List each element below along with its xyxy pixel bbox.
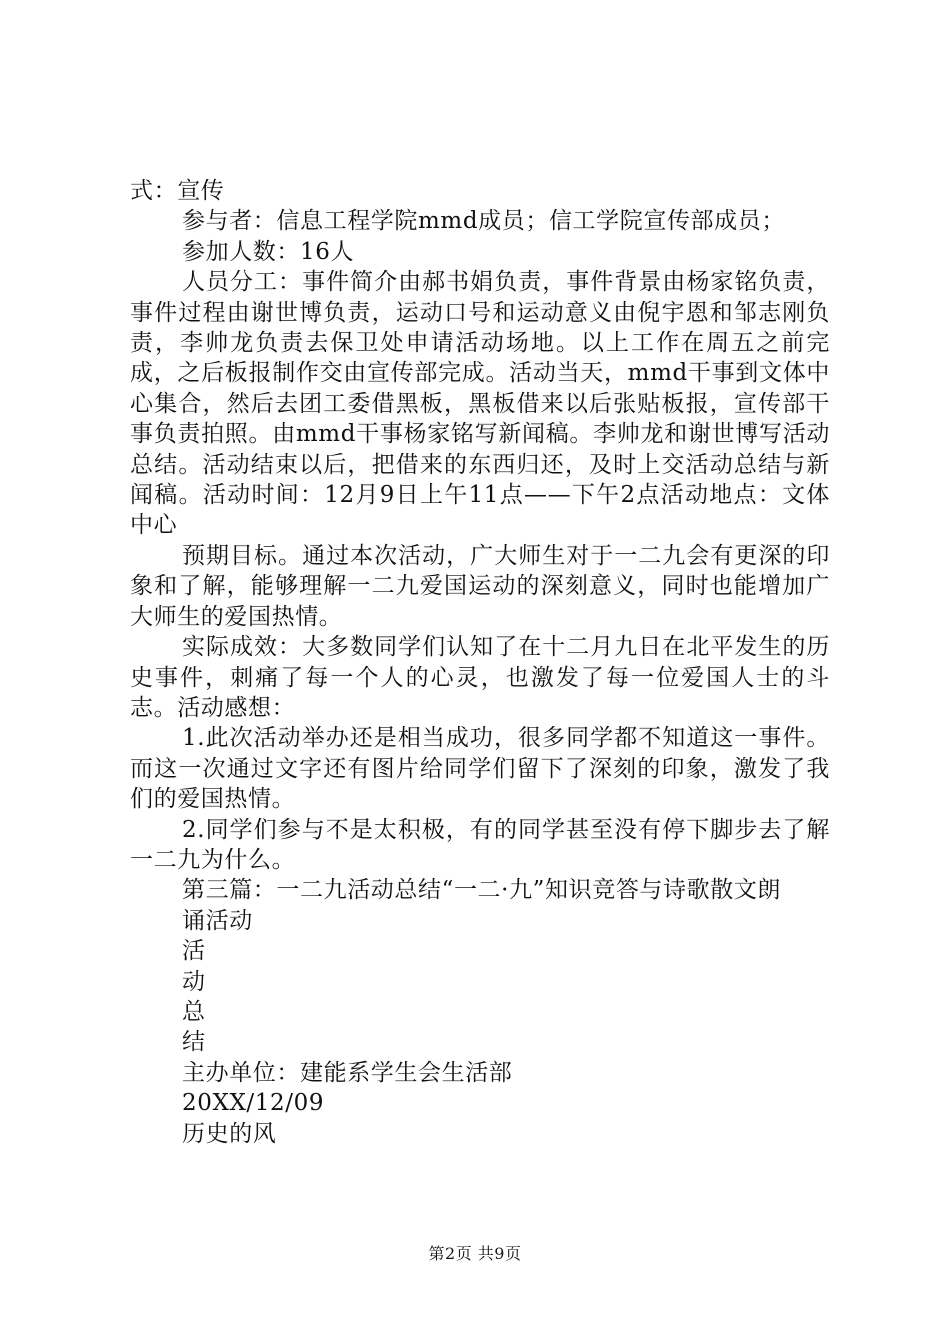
paragraph-participants: 参与者：信息工程学院mmd成员；信工学院宣传部成员； xyxy=(182,208,785,235)
paragraph-form: 式：宣传 xyxy=(130,178,225,204)
paragraph-participant-count: 参加人数：16人 xyxy=(182,238,355,265)
line-char-3: 总 xyxy=(182,998,206,1025)
paragraph-division-of-labor: 人员分工：事件简介由郝书娟负责，事件背景由杨家铭负责，事件过程由谢世博负责，运动口号和运动意义由倪宇恩和邹志刚负责，李帅龙负责去保卫处申请活动场地。以上工作在周五之前完成，之后板报制作交由宣传部完成。活动当天，mmd干事到文体中心集合，然后去团工委借黑板，黑板借来以后张贴板报，宣传部干事负责拍照。由mmd干事杨家铭写新闻稿。李帅龙和谢世博写活动总结。活动结束以后，把借来的东西归还，及时上交活动总结与新闻稿。活动时间：12月9日上午11点——下午2点活动地点：文体中心 xyxy=(130,269,830,539)
line-organizer: 主办单位：建能系学生会生活部 xyxy=(182,1059,513,1086)
line-char-2: 动 xyxy=(182,968,206,995)
paragraph-actual-results: 实际成效：大多数同学们认知了在十二月九日在北平发生的历史事件，刺痛了每一个人的心灵，也激发了每一位爱国人士的斗志。活动感想： xyxy=(130,634,830,721)
page-footer xyxy=(0,1244,950,1264)
line-history-wind: 历史的风 xyxy=(182,1120,277,1147)
page-number: 第2页 共9页 xyxy=(428,1244,522,1263)
paragraph-section-title: 第三篇：一二九活动总结“一二·九”知识竞答与诗歌散文朗 xyxy=(182,877,782,904)
paragraph-reflection-2: 2.同学们参与不是太积极，有的同学甚至没有停下脚步去了解一二九为什么。 xyxy=(130,816,830,873)
paragraph-expected-goal: 预期目标。通过本次活动，广大师生对于一二九会有更深的印象和了解，能够理解一二九爱国运动的深刻意义，同时也能增加广大师生的爱国热情。 xyxy=(130,542,830,630)
line-char-1: 活 xyxy=(182,938,206,965)
document-body xyxy=(130,176,830,1149)
line-date: 20XX/12/09 xyxy=(182,1090,325,1117)
line-char-4: 结 xyxy=(182,1029,206,1056)
paragraph-reflection-1: 1.此次活动举办还是相当成功，很多同学都不知道这一事件。而这一次通过文字还有图片给同学们留下了深刻的印象，激发了我们的爱国热情。 xyxy=(130,725,830,813)
line-activity: 诵活动 xyxy=(182,907,253,934)
